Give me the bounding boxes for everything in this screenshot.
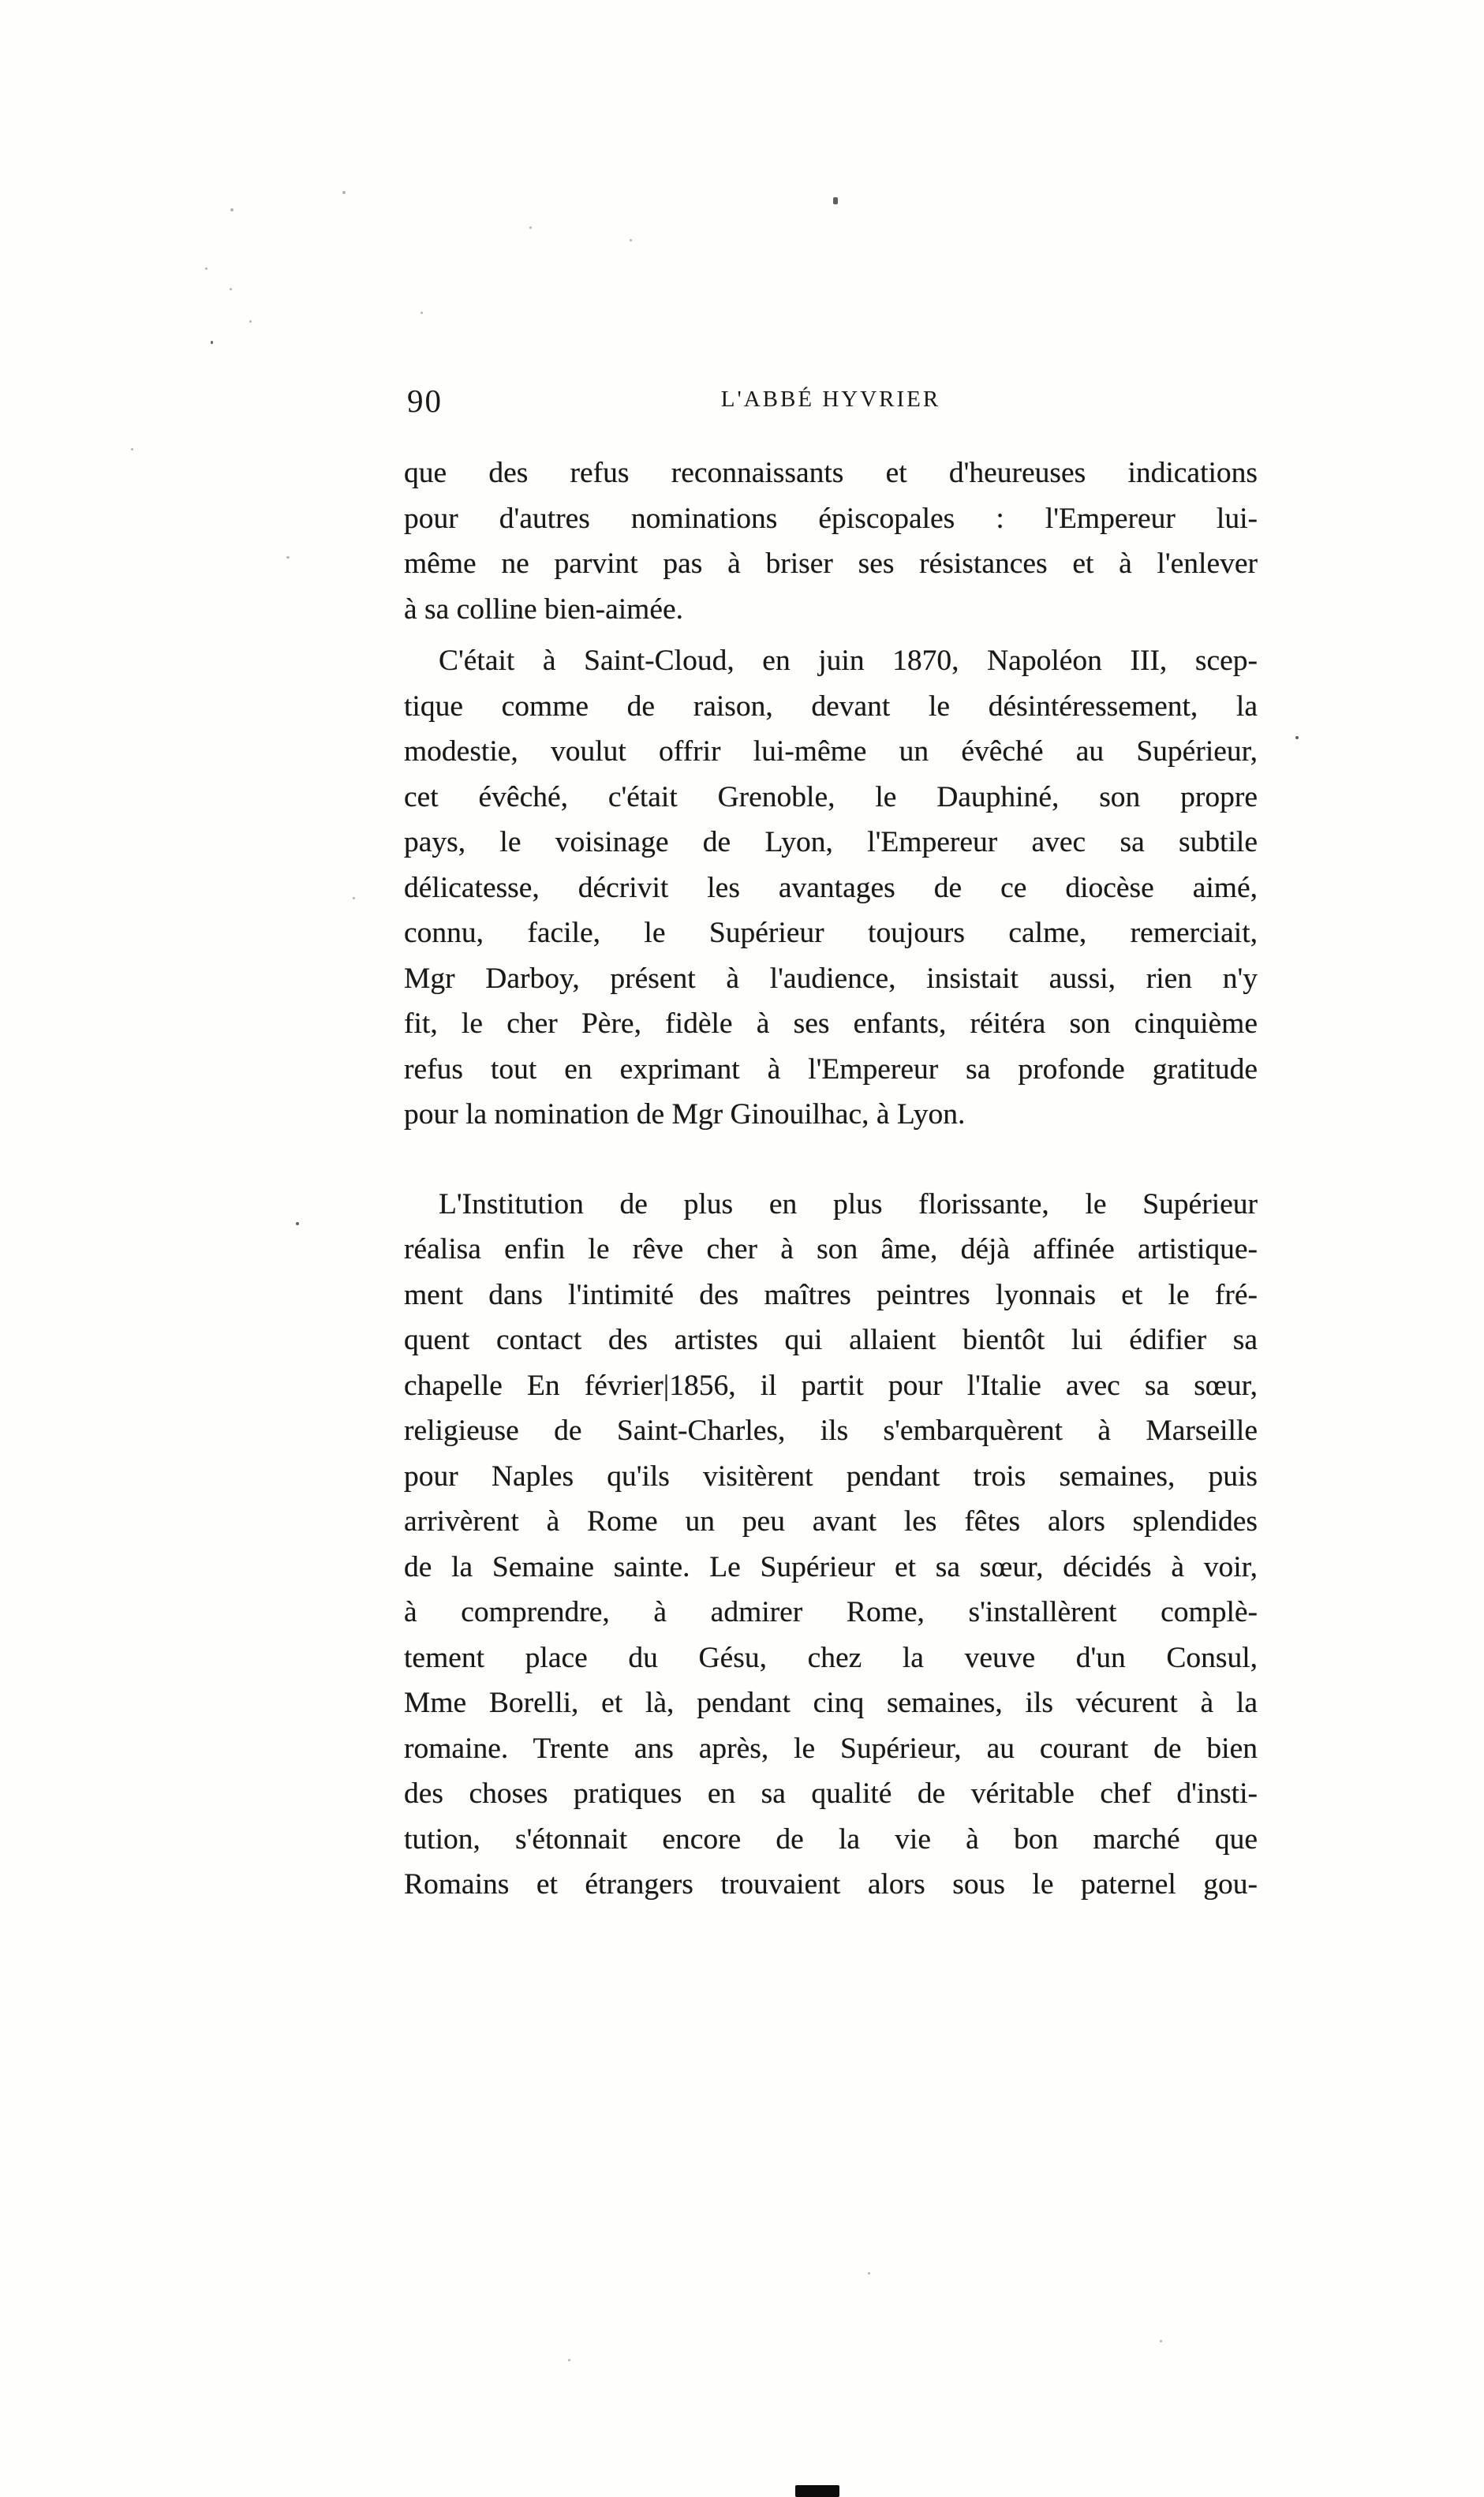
- text-line: que des refus reconnaissants et d'heureuses indications: [404, 457, 1258, 489]
- scan-speck: [1160, 2340, 1162, 2342]
- page-header: [404, 382, 1258, 421]
- text-block: [404, 450, 1258, 1908]
- ink-mark: [795, 2485, 839, 2497]
- scan-speck: [249, 320, 252, 323]
- text-line: Romains et étrangers trouvaient alors sous le paternel gou-: [404, 1868, 1258, 1901]
- text-line: quent contact des artistes qui allaient bientôt lui édifier sa: [404, 1324, 1258, 1356]
- text-line: tement place du Gésu, chez la veuve d'un Consul,: [404, 1641, 1258, 1674]
- text-line: arrivèrent à Rome un peu avant les fêtes alors splendides: [404, 1505, 1258, 1538]
- page-number: 90: [407, 383, 443, 419]
- text-line: religieuse de Saint-Charles, ils s'embarquèrent à Marseille: [404, 1415, 1258, 1447]
- paragraph: [404, 638, 1258, 1138]
- scan-speck: [833, 197, 838, 204]
- text-line: C'était à Saint-Cloud, en juin 1870, Napoléon III, scep-: [439, 645, 1258, 677]
- scan-speck: [630, 239, 632, 241]
- text-line: connu, facile, le Supérieur toujours calme, remerciait,: [404, 917, 1258, 949]
- scan-speck: [286, 556, 290, 559]
- text-line: L'Institution de plus en plus florissante, le Supérieur: [439, 1187, 1258, 1220]
- text-line: à comprendre, à admirer Rome, s'installèrent complè-: [404, 1596, 1258, 1628]
- scan-speck: [230, 208, 234, 211]
- scan-speck: [230, 288, 232, 290]
- text-line: Mme Borelli, et là, pendant cinq semaines, ils vécurent à la: [404, 1687, 1258, 1719]
- scan-speck: [296, 1222, 299, 1225]
- scan-speck: [868, 2272, 870, 2275]
- text-line: romaine. Trente ans après, le Supérieur, au courant de bien: [404, 1732, 1258, 1765]
- text-line: pour d'autres nominations épiscopales : l'Empereur lui-: [404, 502, 1258, 535]
- text-line: fit, le cher Père, fidèle à ses enfants, réitéra son cinquième: [404, 1007, 1258, 1040]
- scan-speck: [353, 897, 355, 899]
- text-line: à sa colline bien-aimée.: [404, 592, 683, 626]
- text-line: tique comme de raison, devant le désintéressement, la: [404, 690, 1258, 723]
- text-line: cet évêché, c'était Grenoble, le Dauphiné, son propre: [404, 780, 1258, 813]
- scan-speck: [205, 267, 207, 270]
- text-line: délicatesse, décrivit les avantages de ce diocèse aimé,: [404, 871, 1258, 904]
- text-line: de la Semaine sainte. Le Supérieur et sa sœur, décidés à voir,: [404, 1550, 1258, 1583]
- text-line: même ne parvint pas à briser ses résistances et à l'enlever: [404, 548, 1258, 580]
- scan-speck: [342, 191, 346, 194]
- scan-speck: [421, 312, 423, 314]
- running-title: L'ABBÉ HYVRIER: [720, 387, 941, 412]
- text-line: pays, le voisinage de Lyon, l'Empereur avec sa subtile: [404, 826, 1258, 858]
- scan-speck: [529, 226, 532, 229]
- text-line: Mgr Darboy, présent à l'audience, insistait aussi, rien n'y: [404, 962, 1258, 995]
- scan-speck: [131, 448, 133, 450]
- scan-speck: [1295, 736, 1299, 739]
- paragraph: [404, 1182, 1258, 1908]
- text-line: des choses pratiques en sa qualité de véritable chef d'insti-: [404, 1777, 1258, 1810]
- text-line: pour la nomination de Mgr Ginouilhac, à Lyon.: [404, 1098, 966, 1131]
- text-line: modestie, voulut offrir lui-même un évêché au Supérieur,: [404, 735, 1258, 768]
- paragraph: [404, 450, 1258, 632]
- text-line: ment dans l'intimité des maîtres peintres lyonnais et le fré-: [404, 1278, 1258, 1311]
- text-line: tution, s'étonnait encore de la vie à bon marché que: [404, 1822, 1258, 1856]
- scan-speck: [568, 2359, 570, 2361]
- scan-speck: [211, 341, 213, 344]
- text-line: refus tout en exprimant à l'Empereur sa profonde gratitude: [404, 1052, 1258, 1086]
- text-line: réalisa enfin le rêve cher à son âme, déjà affinée artistique-: [404, 1233, 1258, 1265]
- text-line: chapelle En février|1856, il partit pour l'Italie avec sa sœur,: [404, 1369, 1258, 1402]
- text-line: pour Naples qu'ils visitèrent pendant trois semaines, puis: [404, 1460, 1258, 1493]
